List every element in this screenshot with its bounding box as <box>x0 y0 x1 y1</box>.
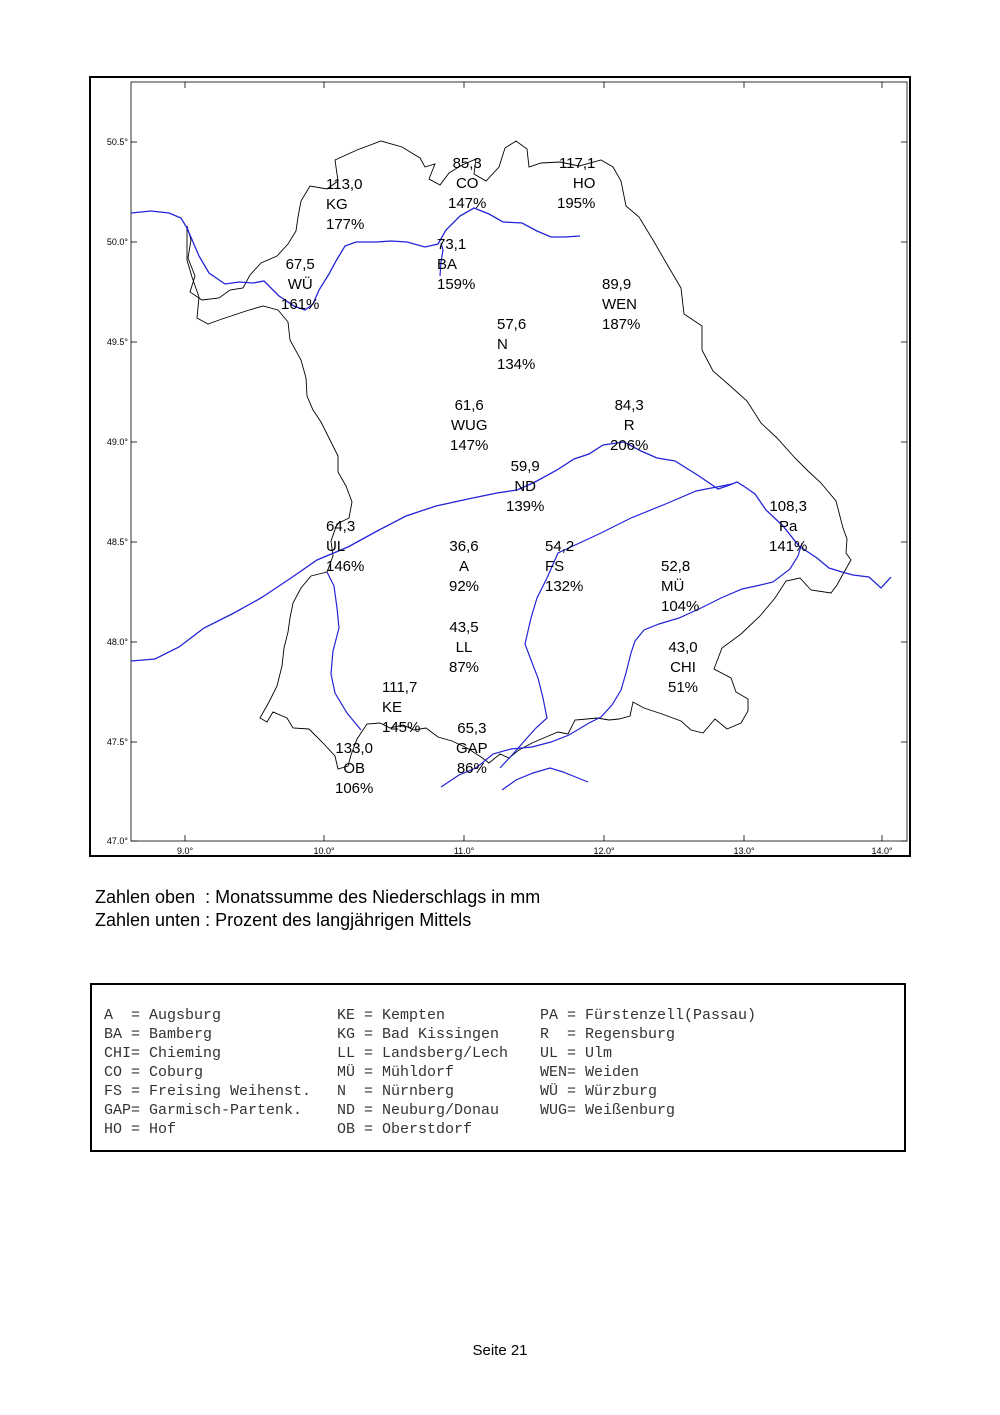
station-code: R <box>623 417 635 434</box>
legend-entry: MÜ = Mühldorf <box>337 1064 455 1081</box>
legend-table <box>104 1007 756 1140</box>
station-code: WEN <box>602 296 637 313</box>
station-value: 43,0 <box>668 639 698 656</box>
lon-tick-label: 9.0° <box>176 846 194 855</box>
station-ke <box>382 678 420 738</box>
legend-entry <box>540 1121 756 1140</box>
station-chi <box>668 638 698 698</box>
station-value: 85,3 <box>452 155 482 172</box>
station-code: KG <box>326 196 348 213</box>
precipitation-map <box>89 76 911 857</box>
station-value: 65,3 <box>457 720 487 737</box>
legend-row <box>104 1007 756 1026</box>
station-percent: 106% <box>335 780 374 797</box>
lon-tick-label: 14.0° <box>871 846 893 855</box>
station-percent: 87% <box>449 659 480 676</box>
station-percent: 146% <box>326 558 365 575</box>
station-code: OB <box>343 760 366 777</box>
legend-row <box>104 1064 756 1083</box>
station-kg <box>326 175 364 235</box>
lat-tick-label: 47.5° <box>106 737 128 747</box>
station-code: Pa <box>779 518 798 535</box>
station-percent: 132% <box>545 578 584 595</box>
lat-tick-label: 50.5° <box>106 137 128 147</box>
station-code: UL <box>326 538 346 555</box>
lat-tick-label: 50.0° <box>106 237 128 247</box>
legend-entry: GAP= Garmisch-Partenk. <box>104 1102 303 1119</box>
station-value: 64,3 <box>326 518 356 535</box>
lon-tick-label: 12.0° <box>593 846 615 855</box>
station-fs <box>545 537 583 597</box>
station-ll <box>449 618 479 678</box>
station-percent: 147% <box>448 195 487 212</box>
legend-entry: LL = Landsberg/Lech <box>337 1045 509 1062</box>
lon-tick-label: 10.0° <box>313 846 335 855</box>
legend-entry: OB = Oberstdorf <box>337 1121 473 1138</box>
caption-line-2: Zahlen unten : Prozent des langjährigen Mittels <box>95 910 472 930</box>
station-ba <box>437 235 475 295</box>
station-value: 54,2 <box>545 538 575 555</box>
station-a <box>449 537 479 597</box>
legend-entry: WEN= Weiden <box>540 1064 640 1081</box>
legend-row <box>104 1102 756 1121</box>
station-value: 113,0 <box>326 176 363 193</box>
station-code: A <box>459 558 470 575</box>
legend-entry: ND = Neuburg/Donau <box>337 1102 500 1119</box>
station-n <box>497 315 535 375</box>
station-code: WUG <box>450 417 488 434</box>
station-value: 59,9 <box>510 458 540 475</box>
station-code: CO <box>455 175 479 192</box>
station-value: 57,6 <box>497 316 527 333</box>
river-inn <box>441 543 802 787</box>
legend-row <box>104 1083 756 1102</box>
station-ob <box>335 739 373 799</box>
river-lech <box>327 572 361 730</box>
page-number: Seite 21 <box>472 1342 528 1359</box>
station-code: GAP <box>456 740 488 757</box>
station-gap <box>456 719 488 779</box>
legend-entry: WÜ = Würzburg <box>540 1083 658 1100</box>
station-value: 43,5 <box>449 619 479 636</box>
river-isar-2 <box>500 484 732 768</box>
station-value: 84,3 <box>614 397 644 414</box>
station-code: LL <box>455 639 473 656</box>
station-value: 67,5 <box>285 256 315 273</box>
legend-entry: N = Nürnberg <box>337 1083 455 1100</box>
lon-tick-label: 11.0° <box>453 846 475 855</box>
station-value: 133,0 <box>335 740 373 757</box>
station-code: BA <box>437 256 458 273</box>
station-value: 108,3 <box>769 498 807 515</box>
station-percent: 187% <box>602 316 641 333</box>
station-value: 117,1 <box>558 155 596 172</box>
station-percent: 161% <box>281 296 320 313</box>
station-percent: 141% <box>769 538 808 555</box>
lat-tick-label: 48.5° <box>106 537 128 547</box>
station-legend <box>90 983 906 1152</box>
station-wug <box>450 396 488 456</box>
station-percent: 159% <box>437 276 476 293</box>
station-code: N <box>497 336 508 353</box>
station-pa <box>769 497 807 557</box>
river-isar <box>502 768 588 790</box>
station-percent: 134% <box>497 356 536 373</box>
legend-row <box>104 1026 756 1045</box>
station-percent: 177% <box>326 216 365 233</box>
map-caption <box>95 886 540 932</box>
station-code: WÜ <box>287 276 313 293</box>
station-mü <box>661 557 699 617</box>
legend-entry: KG = Bad Kissingen <box>337 1026 500 1043</box>
legend-entry: R = Regensburg <box>540 1026 676 1043</box>
legend-entry: FS = Freising Weihenst. <box>104 1083 312 1100</box>
station-ul <box>326 517 364 577</box>
lat-tick-label: 47.0° <box>106 836 128 846</box>
station-code: FS <box>545 558 565 575</box>
station-code: HO <box>572 175 596 192</box>
lat-tick-label: 48.0° <box>106 637 128 647</box>
station-percent: 86% <box>456 760 487 777</box>
station-value: 111,7 <box>382 679 418 696</box>
legend-entry: HO = Hof <box>104 1121 177 1138</box>
legend-entry: PA = Fürstenzell(Passau) <box>540 1007 757 1024</box>
station-wen <box>602 275 640 335</box>
station-value: 36,6 <box>449 538 479 555</box>
station-percent: 139% <box>506 498 545 515</box>
lat-tick-label: 49.5° <box>106 337 128 347</box>
legend-entry: CHI= Chieming <box>104 1045 222 1062</box>
station-percent: 145% <box>382 719 421 736</box>
station-percent: 104% <box>661 598 700 615</box>
legend-entry: A = Augsburg <box>104 1007 222 1024</box>
station-wü <box>281 255 319 315</box>
station-percent: 92% <box>449 578 480 595</box>
legend-row <box>104 1121 756 1140</box>
station-percent: 206% <box>610 437 649 454</box>
legend-entry: CO = Coburg <box>104 1064 204 1081</box>
station-ho <box>557 154 595 214</box>
caption-line-1: Zahlen oben : Monatssumme des Niederschlags in mm <box>95 887 541 907</box>
station-code: ND <box>514 478 537 495</box>
legend-entry: WUG= Weißenburg <box>540 1102 676 1119</box>
station-code: KE <box>382 699 403 716</box>
station-code: CHI <box>670 659 696 676</box>
station-nd <box>506 457 544 517</box>
station-percent: 147% <box>450 437 489 454</box>
station-value: 61,6 <box>454 397 484 414</box>
station-percent: 51% <box>668 679 699 696</box>
station-value: 73,1 <box>437 236 467 253</box>
legend-entry: BA = Bamberg <box>104 1026 213 1043</box>
map-canvas <box>91 78 909 855</box>
legend-entry: UL = Ulm <box>540 1045 613 1062</box>
bavaria-border <box>187 141 851 769</box>
lat-tick-label: 49.0° <box>106 437 128 447</box>
station-value: 89,9 <box>602 276 632 293</box>
station-co <box>448 154 486 214</box>
station-r <box>610 396 648 456</box>
station-percent: 195% <box>557 195 596 212</box>
lon-tick-label: 13.0° <box>733 846 755 855</box>
legend-entry: KE = Kempten <box>337 1007 446 1024</box>
station-value: 52,8 <box>661 558 691 575</box>
legend-row <box>104 1045 756 1064</box>
station-code: MÜ <box>661 578 685 595</box>
